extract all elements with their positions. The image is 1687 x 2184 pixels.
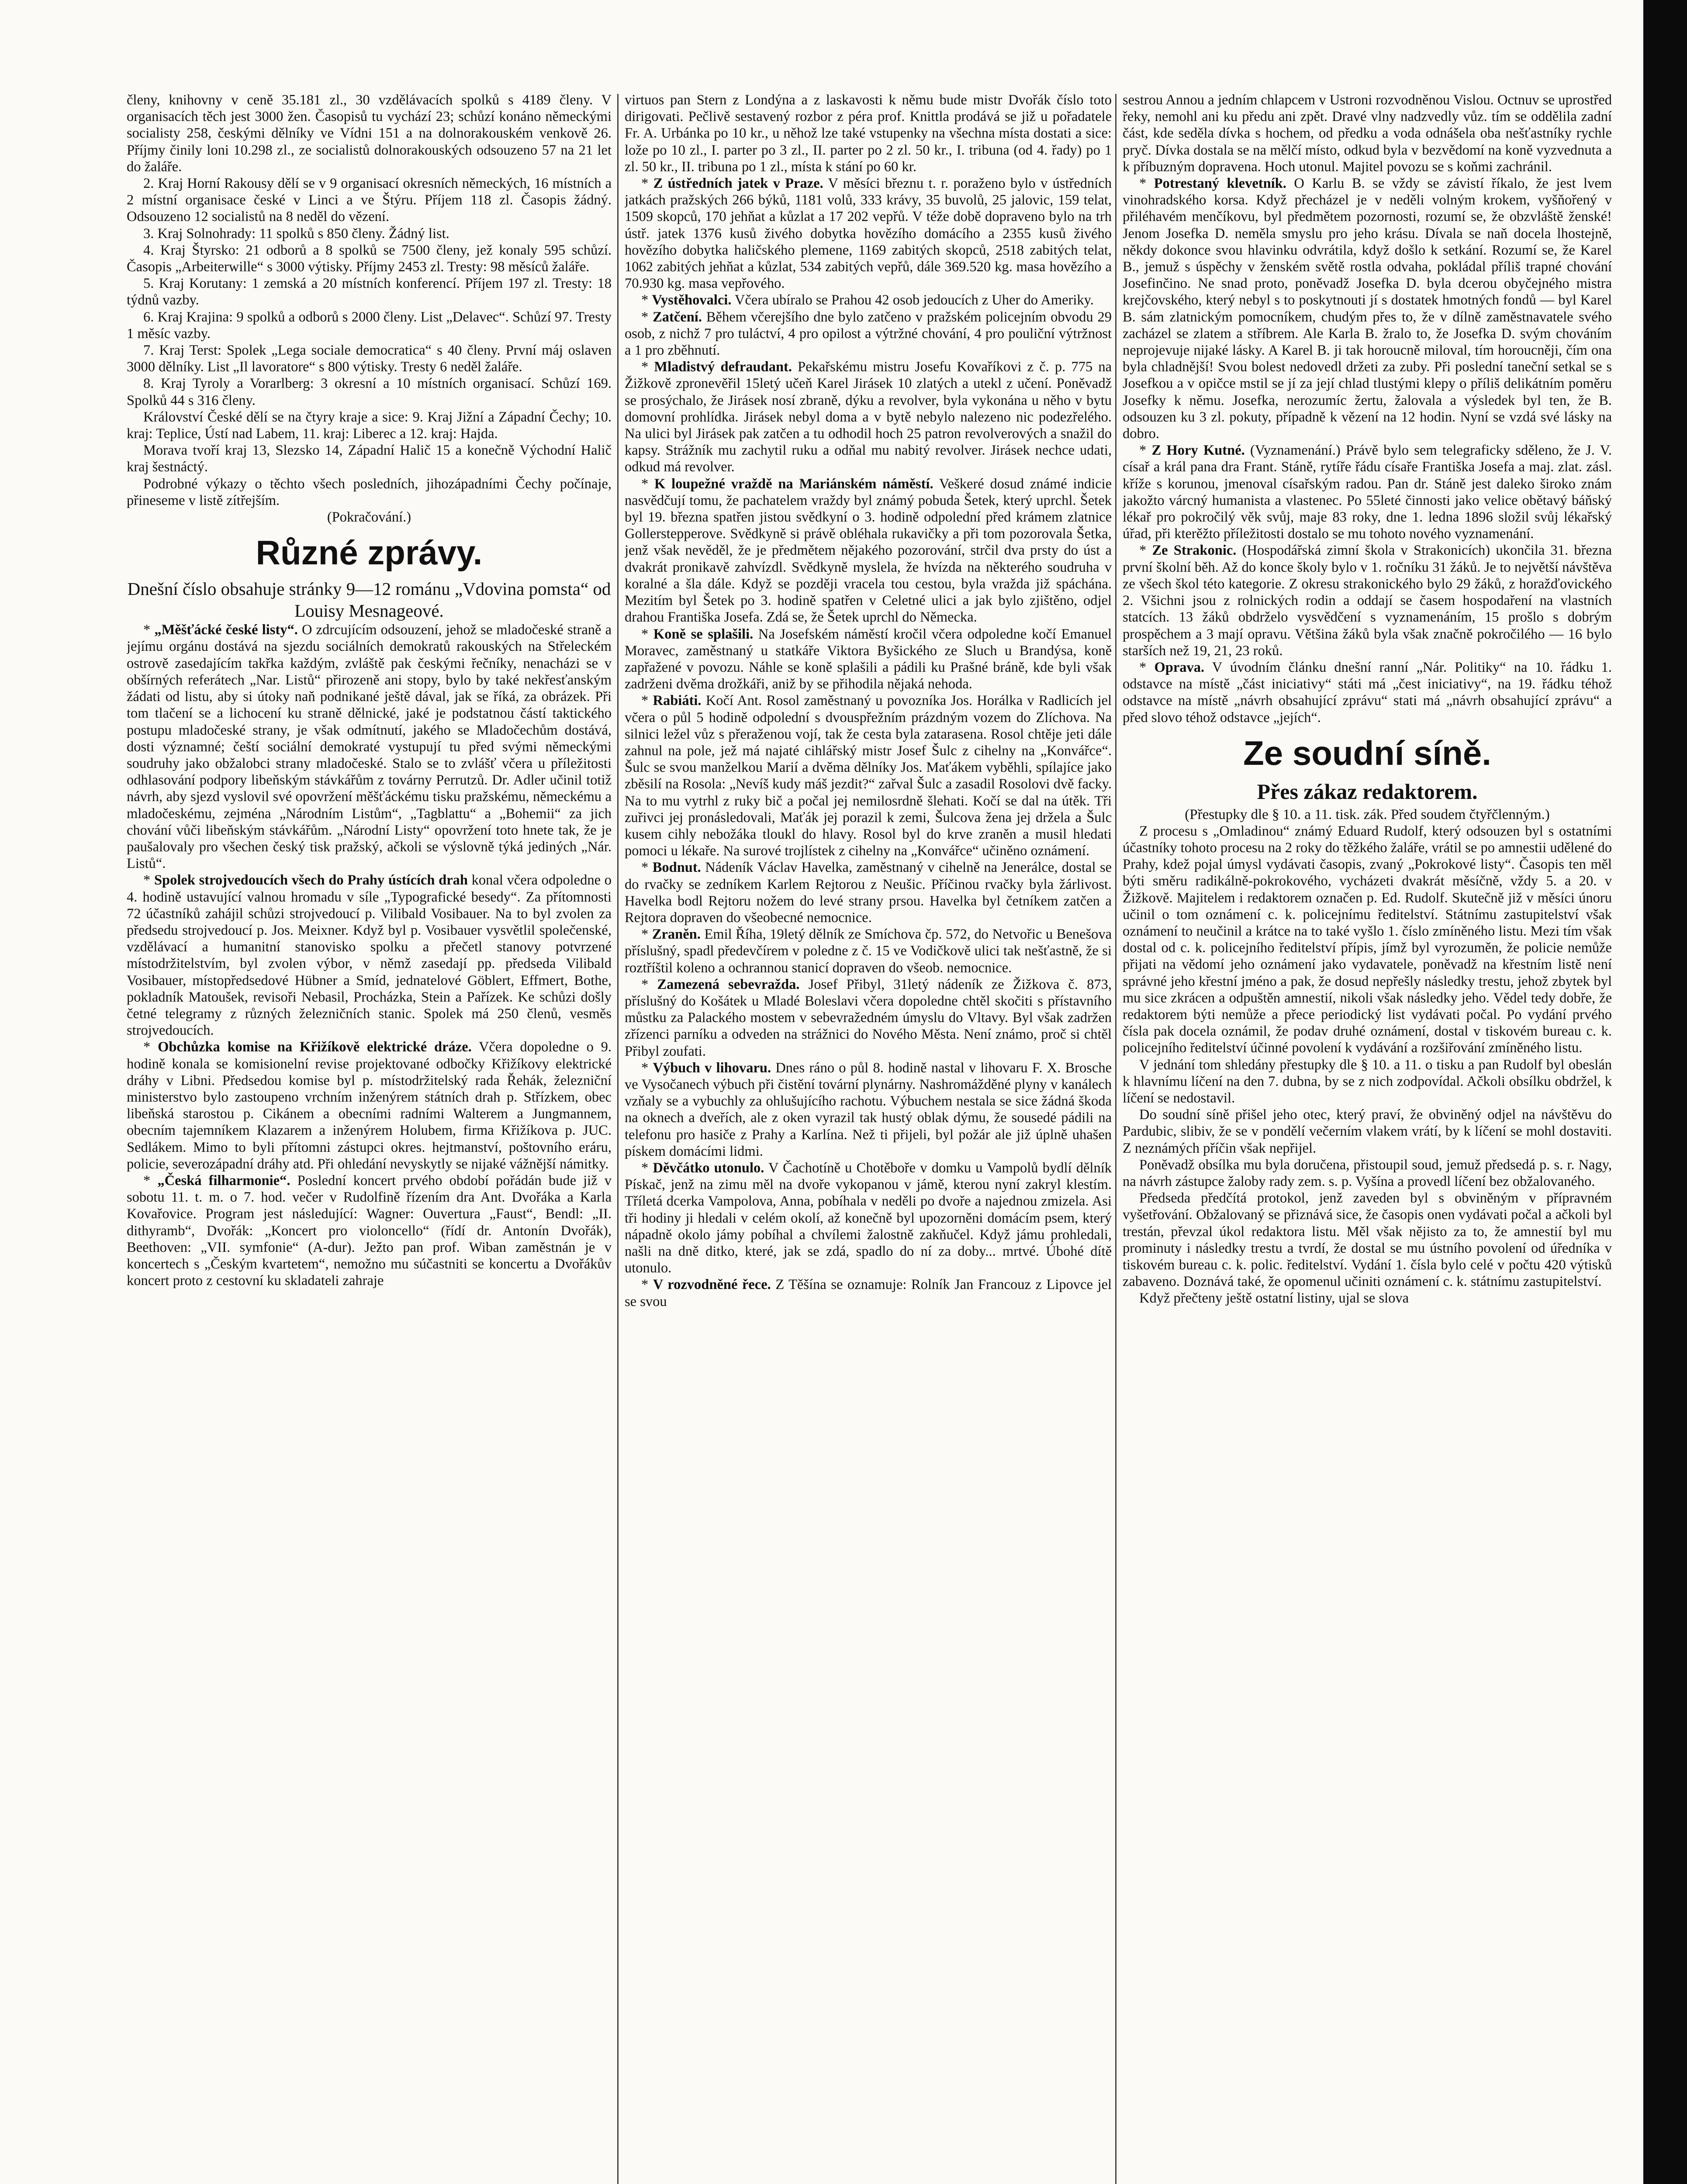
section-title: Různé zprávy. <box>256 533 483 572</box>
news-item-text: (Hospodářská zimní škola v Strakonicích) ukončila 31. března první školní běh. Až do konce školy bylo v 1. ročníku 31 žáků. Je to největší návštěva ze všech škol této kategorie. Z okresu strakonického bylo 29 žáků, z horažďovického 2. Všichni jsou z rolnických rodin a oddají se časem hospodaření na vlastních statcích. 13 žáků obdrželo vysvědčení s vyznamenáním, 15 prošlo s dobrým prospěchem a 3 mají opravu. Většina žáků byla však značně pokročilého — 16 bylo starších než 19, 21, 23 roků. <box>1123 543 1612 659</box>
news-item-title: Z ústředních jatek v Praze. <box>653 176 823 192</box>
news-item: * V rozvodněné řece. Z Těšína se oznamuje: Rolník Jan Francouz z Lipovce jel se svou <box>625 1277 1112 1310</box>
news-item: * K loupežné vraždě na Mariánském náměstí. Veškeré dosud známé indicie nasvědčují tomu, že pachatelem vraždy byl známý pobuda Šetek, který uprchl. Šetek byl 19. března spatřen jistou svědkyní o 3. hodině odpolední před krámem zlatnice Gollerstepperove. Svědkyně si právě obléhala rukavičky a při tom pozorovala Šetka, jenž však nevěděl, že je předmětem nějakého pozorování, strčil dva prsty do úst a dvakrát pronikavě zahvízdl. Svědkyně myslela, že hvízda na některého soudruha v koralné a šla dále. Když se později vracela tou cestou, byla vražda již spáchána. Mezitím byl Šetek po 3. hodině spatřen v Celetné ulici a jak bylo zjištěno, odjel drahou Františka Josefa. Zdá se, že Šetek uprchl do Německa. <box>625 476 1112 625</box>
article-paragraph: 7. Kraj Terst: Spolek „Lega sociale democratica“ s 40 členy. První máj oslaven 3000 dělníky. List „Il lavoratore“ s 800 výtisky. Tresty 6 neděl žaláře. <box>127 342 612 375</box>
news-item: * „Měšťácké české listy“. O zdrcujícím odsouzení, jehož se mladočeské straně a jejímu orgánu dostává na sjezdu sociálních demokratů rakouských na Střeleckém ostrově zasedajícím takřka každým, zvláště pak českými řečníky, nenacházi se v obšírných referátech „Nar. Listů“ přirozeně ani stopy, bylo by také nekřesťanským žádati od listu, aby si útoky naň podnikané ještě dával, jak se říká, za obrázek. Při tom tlačení se a lichocení ku straně dělnické, jaké je podstatnou částí taktického postupu mladočeské strany, je však odmítnutí, jakého se Mladočechům dostává, dosti významné; čeští sociální demokraté vystupují tu před svými německými soudruhy jako obžalobci strany mladočeské. Stalo se to zvlášť včera u příležitosti odhlasování podpory libeňským stávkářům z továrny Perrutzů. Dr. Adler učinil totiž návrh, aby sjezd vyslovil své opovržení měšťáckému tisku pražskému, německému a mladočeskému, zejména „Národním Listům“, „Tagblattu“ a „Bohemii“ za jich chování vůči libeňským stávkářům. „Národní Listy“ opovržení toto hnete tak, že je paušalovaly pro všechen český tisk pražský, ačkoli se výslovně týká jediných „Nár. Listů“. <box>127 622 612 872</box>
continued-note: (Pokračování.) <box>327 509 411 525</box>
news-item: * Vystěhovalci. Včera ubíralo se Prahou 42 osob jedoucích z Uher do Ameriky. <box>641 292 1094 308</box>
news-item-title: Oprava. <box>1154 659 1205 675</box>
article-paragraph: Poněvadž obsílka mu byla doručena, přistoupil soud, jemuž předsedá p. s. r. Nagy, na návrh zástupce žaloby rady zem. s. p. Vyšína a provedl líčení bez obžalovaného. <box>1123 1157 1612 1189</box>
news-item-title: Z Hory Kutné. <box>1151 442 1245 459</box>
news-item: * Oprava. V úvodním článku dnešní ranní „Nár. Politiky“ na 10. řádku 1. odstavce na místě „část iniciativy“ státi má „čest iniciativy“, na 19. řádku téhož odstavce na místě „návrh obsahující zprávu“ stati má „návrh obsahující zprávu“ a před slovo téhož odstavce „jejích“. <box>1123 659 1612 726</box>
news-item-text: Pekařskému mistru Josefu Kovaříkovi z č. p. 775 na Žižkově zpronevěřil 15letý učeň Karel Jirásek 10 zlatých a utekl z učení. Poněvadž se prosýchalo, že Jirásek nosí zbraně, dýku a revolver, byla vykonána u něho v bytu domovní prohlídka. Jirásek nebyl doma a v bytě nebylo nalezeno nic podezřelého. Na ulici byl Jirásek pak zatčen a tu odhodil hoch 25 patron revolverových a snažil do kapsy. Strážník mu zachytil ruku a odňal mu nabitý revolver. Jirásek nechce udati, odkud má revolver. <box>625 359 1112 475</box>
article-paragraph: 3. Kraj Solnohrady: 11 spolků s 850 členy. Žádný list. <box>143 225 449 242</box>
serial-notice: Dnešní číslo obsahuje stránky 9—12 románu „Vdovina pomsta“ od Louisy Mesnageové. <box>127 579 611 621</box>
news-item: * Koně se splašili. Na Josefském náměstí kročil včera odpoledne kočí Emanuel Moravec, zaměstnaný u statkáře Viktora Byšického ze Sluch u Brandýsa, koně zapřažené v povozu. Náhle se koně splašili a pádili ku Prašné bráně, kde byli však zadrženi dvěma drožkáři, aniž by se přihodila nějaká nehoda. <box>625 626 1112 692</box>
news-item-text: Josef Přibyl, 31letý nádeník ze Žižkova č. 873, příslušný do Košátek u Mladé Boleslavi včera dopoledne chtěl skočiti s přístavního můstku za Palackého mostem v sebevražedném úmyslu do Vltavy. Byl však zadržen zřízenci parníku a odveden na strážnici do Nového Města. Není známo, proč si chtěl Přibyl zoufati. <box>625 976 1112 1059</box>
news-item-text: Emil Říha, 19letý dělník ze Smíchova čp. 572, do Netvořic u Benešova příslušný, spadl předevčírem v poledne z č. 15 ve Vodičkově ulici tak nešťastně, že si roztříštil koleno a ochrannou stanicí dopraven do všeob. nemocnice. <box>625 926 1112 976</box>
news-item <box>1123 92 1612 175</box>
article-paragraph: Království České dělí se na čtyry kraje a sice: 9. Kraj Jižní a Západní Čechy; 10. kraj: Teplice, Ústí nad Labem, 11. kraj: Liberec a 12. kraj: Hajda. <box>127 409 612 442</box>
news-item-text: O zdrcujícím odsouzení, jehož se mladočeské straně a jejímu orgánu dostává na sjezdu sociálních demokratů rakouských na Střeleckém ostrově zasedajícím takřka každým, zvláště pak českými řečníky, nenacházi se v obšírných referátech „Nar. Listů“ přirozeně ani stopy, bylo by také nekřesťanským žádati od listu, aby si útoky naň podnikané ještě dával, jak se říká, za obrázek. Při tom tlačení se a lichocení ku straně dělnické, jaké je podstatnou částí taktického postupu mladočeské strany, je však odmítnutí, jakého se Mladočechům dostává, dosti významné; čeští sociální demokraté vystupují tu před svými německými soudruhy jako obžalobci strany mladočeské. Stalo se to zvlášť včera u příležitosti odhlasování podpory libeňským stávkářům z továrny Perrutzů. Dr. Adler učinil totiž návrh, aby sjezd vyslovil své opovržení měšťáckému tisku pražskému, německému a mladočeskému, zejména „Národním Listům“, „Tagblattu“ a „Bohemii“ za jich chování vůči libeňským stávkářům. „Národní Listy“ opovržení toto hnete tak, že je paušalovaly pro všechen český tisk pražský, ačkoli se výslovně týká jediných „Nár. Listů“. <box>127 622 612 872</box>
news-item: * Obchůzka komise na Křižíkově elektrické dráze. Včera dopoledne o 9. hodině konala se komisionelní revise projektované odbočky Křižíkovy elektrické dráhy v Libni. Předsedou komise byl p. místodržitelský rada Řehák, železniční ministerstvo bylo zastoupeno vrchním inženýrem státních drah p. Střízkem, obec libeňská starostou p. Cikánem a obecními radními Walterem a Jungmannem, obecním tajemníkem Klazarem a inženýrem Holubem, firma Křižíkova p. JUC. Sedlákem. Mimo to byli přítomni zástupci okres. hejtmanství, poštovního eráru, policie, severozápadní dráhy atd. Při ohledání nevyskytly se nijaké vážnější námitky. <box>127 1039 612 1172</box>
article-paragraph: Když přečteny ještě ostatní listiny, ujal se slova <box>1139 1290 1409 1306</box>
scan-border <box>1643 0 1687 2184</box>
news-item-text: sestrou Annou a jedním chlapcem v Ustroni rozvodněnou Vislou. Octnuv se uprostřed řeky, nemohl ani ku předu ani zpět. Dravé vlny nadzvedly vůz. tím se oddělila zadní část, kde seděla dívka s hochem, od předku a voda odnášela oba nešťastníky rychle pryč. Dívka dostala se na mělčí místo, odkud byla v bezvědomí na koně vyzvednuta a k příbuzným dopravena. Hoch utonul. Majitel povozu se s koňmi zachránil. <box>1123 92 1612 175</box>
news-item-title: Spolek strojvedoucích všech do Prahy ústících drah <box>154 872 468 888</box>
news-item: * Zamezená sebevražda. Josef Přibyl, 31letý nádeník ze Žižkova č. 873, příslušný do Košátek u Mladé Boleslavi včera dopoledne chtěl skočiti s přístavního můstku za Palackého mostem v sebevražedném úmyslu do Vltavy. Byl však zadržen zřízenci parníku a odveden na strážnici do Nového Města. Není známo, proč si chtěl Přibyl zoufati. <box>625 976 1112 1059</box>
news-item-title: Ze Strakonic. <box>1152 543 1237 559</box>
article-paragraph: 6. Kraj Krajina: 9 spolků a odborů s 2000 členy. List „Delavec“. Schůzí 97. Tresty 1 měsíc vazby. <box>127 309 612 342</box>
news-item-title: Obchůzka komise na Křižíkově elektrické dráze. <box>158 1039 472 1055</box>
news-item-text: O Karlu B. se vždy se závistí říkalo, že jest lvem vinohradského korsa. Když přecházel je v neděli volným krokem, vyšňořený v přiléhavém menčíkovu, byl předmětem pozornosti, rozumí se, že obzvláště ženské! Jenom Josefka D. neměla smyslu pro jeho krásu. Dívala se naň docela lhostejně, někdy dokonce svou hlavinku odvrátila, když došlo k setkání. Rozumí se, že Karel B., jemuž s úspěchy v ženském světě rostla odvaha, pokládal příliš trapné chování Josefinčino. Ne snad proto, poněvadž Josefka D. byla dcerou obyčejného mistra krejčovského, který nebyl s to poskytnouti jí s dostatek hmotných fondů — byl Karel B. sám zlatnickým pomocníkem, chudým přes to, že v dílně zaměstnavatele svého zacházel se zlatem a stříbrem. Ale Karla B. žralo to, že Josefka D. svým chováním neprojevuje nijaké lásky. A Karel B. ji tak horoucně miloval, tím horoucněji, čím ona byla chladnější! Svou bolest nedovedl držeti za zuby. Při poslední taneční setkal se s Josefkou a v opičce mstil se jí za její chlad tlustými klepy o příliš delikátním poměru Josefky k němu. Josefka, nerozumíc žertu, žalovala a výsledek byl ten, že B. odsouzen ku 3 zl. pokuty, případně k vězení na 12 hodin. Nyní se vzdá své lásky na dobro. <box>1123 176 1612 442</box>
news-item-text: Z Těšína se oznamuje: Rolník Jan Francouz z Lipovce jel se svou <box>625 1277 1112 1310</box>
news-item-text: Nádeník Václav Havelka, zaměstnaný v cihelně na Jenerálce, dostal se do rvačky se zedníkem Karlem Rejtorou z Neušic. Příčinou rvačky byla žárlivost. Havelka bodl Rejtoru nožem do levé strany prsou. Havelka byl četníkem zatčen a Rejtora dopraven do všeobecné nemocnice. <box>625 860 1112 926</box>
news-item: * Děvčátko utonulo. V Čachotíně u Chotěboře v domku u Vampolů bydlí dělník Pískač, jenž na zimu měl na dvoře vykopanou v jámě, kterou nyní zakryl klestím. Tříletá dcerka Vampolova, Anna, pobíhala v neděli po dvoře a najednou zmizela. Asi tři hodiny ji hledali v celém okolí, až konečně byl upozorněni domácím psem, který nápadně okolo jámy pobíhal a chvílemi žalostně zakňučel. Když jámu prohledali, našli na dně ditko, které, jak se zdá, spadlo do ní za doby... mrtvé. Úbohé dítě utonulo. <box>625 1160 1112 1276</box>
news-item-text: Kočí Ant. Rosol zaměstnaný u povozníka Jos. Horálka v Radlicích jel včera o půl 5 hodině odpolední s dvouspřežním prázdným vozem do Zlíchova. Na silnici ležel vůz s přeraženou vojí, tak že cesta byla zatarasena. Rosol chtěje jeti dále zahnul na pole, jež má najaté cihlářský mistr Josef Šulc z cihelny na „Konvářce“. Šulc se svou manželkou Marií a dvěma dělníky Jos. Maťákem vyběhli, spílajíce jako zběsilí na Rosola: „Nevíš kudy máš jezdit?“ zařval Šulc a zasadil Rosolovi dvě facky. Na to mu vytrhl z ruky bič a počal jej nemilosrdně šlehati. Kočí se dal na útěk. Tři zuřivci jej pronásledovali, Maťák jej porazil k zemi, Šulcova žena jej držela a Šulc kusem cihly nebožáka tloukl do hlavy. Rosol byl do krve zraněn a musil hledati pomoci u lékaře. Na surové trojlístek z cihelny na „Konvářce“ učiněno oznámení. <box>625 693 1112 859</box>
news-item-title: Zamezená sebevražda. <box>657 976 800 992</box>
column-1 <box>127 92 612 2184</box>
article-paragraph: členy, knihovny v ceně 35.181 zl., 30 vzdělávacích spolků s 4189 členy. V organisacích těch jest 3000 žen. Časopisů tu vychází 23; schůzí konáno německými socialisty 258, českými dělníky ve Vídni 151 a na dolnorakouském venkově 26. Příjmy činily loni 10.298 zl., ze socialistů dolnorakouských odsouzeno 57 na 21 let do žaláře. <box>127 92 612 175</box>
news-item-text: virtuos pan Stern z Londýna a z laskavosti k němu bude mistr Dvořák číslo toto dirigovati. Pečlivě sestavený rozbor z péra prof. Knittla prodává se již u pořadatele Fr. A. Urbánka po 10 kr., u něhož lze také vstupenky na všechna místa dostati a sice: lože po 10 zl., I. parter po 3 zl., II. parter po 2 zl. 50 kr., I. tribuna (od 4. řady) po 1 zl. 50 kr., II. tribuna po 1 zl., místa k stání po 60 kr. <box>625 92 1112 175</box>
news-item: * Spolek strojvedoucích všech do Prahy ústících drah konal včera odpoledne o 4. hodině ustavující valnou hromadu v síle „Typografické besedy“. Za přítomnosti 72 účastníků zahájil schůzi strojvedoucí p. Vilibald Vosibauer. Na to byl zvolen za předsedu strojvedoucí p. Jos. Meixner. Když byl p. Vosibauer vysvětlil společenské, vzdělávací a humanitní stanovisko spolku a přečetl stanovy potvrzené místodržitelstvím, byl zvolen výbor, v němž zasedají pp. předseda Vilibald Vosibauer, místopředsedové Hübner a Smíd, jednatelové Göblert, Effmert, Bothe, pokladník Matoušek, revisoři Nebasil, Procházka, Stein a Pařízek. Ke schůzi došly četné telegramy z různých železničních stanic. Spolek má 250 členů, vesměs strojvedoucích. <box>127 872 612 1039</box>
article-paragraph: Podrobné výkazy o těchto všech posledních, jihozápadními Čechy počínaje, přineseme v listě zítřejším. <box>127 476 612 508</box>
section-title: Ze soudní síně. <box>1243 733 1491 772</box>
news-item-title: „Měšťácké české listy“. <box>154 622 298 638</box>
news-item-text: Poslední koncert prvého období pořádán bude již v sobotu 11. t. m. o 7. hod. večer v Rudolfině řízením dra Ant. Dvořáka a Karla Kovařovice. Program jest následující: Wagner: Ouvertura „Faust“, Bendl: „II. dithyramb“, Dvořák: „Koncert pro violoncello“ (řídí dr. Antonín Dvořák), Beethoven: „VII. symfonie“ (A-dur). Ježto pan prof. Wiban zaměstnán je v koncertech s „Českým kvartetem“, nemožno mu súčastniti se koncertu a Dvořákův koncert proto z cestovní ku skladateli zahraje <box>127 1172 612 1289</box>
news-item: * Ze Strakonic. (Hospodářská zimní škola v Strakonicích) ukončila 31. března první školní běh. Až do konce školy bylo v 1. ročníku 31 žáků. Je to největší návštěva ze všech škol této kategorie. Z okresu strakonického bylo 29 žáků, z horažďovického 2. Všichni jsou z rolnických rodin a oddají se časem hospodaření na vlastních statcích. 13 žáků obdrželo vysvědčení s vyznamenáním, 15 prošlo s dobrým prospěchem a 3 mají opravu. Většina žáků byla však značně pokročilého — 16 bylo starších než 19, 21, 23 roků. <box>1123 543 1612 659</box>
article-paragraph: Z procesu s „Omladinou“ známý Eduard Rudolf, který odsouzen byl s ostatními účastníky tohoto procesu na 2 roky do těžkého žaláře, vrátil se po amnestii udělené do Prahy, kdež pojal úmysl vydávati časopis, zvaný „Pokrokové listy“. Časopis ten měl býti směru radikálně-pokrokového, vycházeti dvakrát měsíčně, vždy 5. a 20. v Žižkově. Majitelem i redaktorem označen p. Ed. Rudolf. Skutečně již v měsíci únoru učinil o tom oznámení c. k. policejnímu ředitelství. Státnímu zastupitelství však oznámení to neučinil a krátce na to také vyšlo 1. číslo zmíněného listu. Mezi tím však dostal od c. k. policejního ředitelství přípis, jímž byl vyrozuměn, že policie nemůže přijati na vědomí jeho oznámení jako vydavatele, poněvadž na křestním listě není správné jeho křestní jméno a pak, že dosud nepřešly následky trestu, jehož zbytek byl mu sice zkrácen a odpuštěn amnestií, nikoli však následky jeho. Vědel tedy dobře, že redaktorem býti nemůže a přece periodický list vydávati počal. Po vydání prvého čísla pak docela oznámil, že podav druhé oznámení, dostal v tiskovém bureau c. k. policejního ředitelství účinné povolení k vydávání a rozšiřování zmíněného listu. <box>1123 823 1612 1056</box>
news-item-title: Rabiáti. <box>653 693 702 709</box>
news-item-text: V úvodním článku dnešní ranní „Nár. Politiky“ na 10. řádku 1. odstavce na místě „část iniciativy“ státi má „čest iniciativy“, na 19. řádku téhož odstavce na místě „návrh obsahující zprávu“ stati má „návrh obsahující zprávu“ a před slovo téhož odstavce „jejích“. <box>1123 659 1612 726</box>
news-item: * Mladistvý defraudant. Pekařskému mistru Josefu Kovaříkovi z č. p. 775 na Žižkově zpronevěřil 15letý učeň Karel Jirásek 10 zlatých a utekl z učení. Poněvadž se prosýchalo, že Jirásek nosí zbraně, dýku a revolver, byla vykonána u něho v bytu domovní prohlídka. Jirásek nebyl doma a v bytě nebylo nalezeno nic podezřelého. Na ulici byl Jirásek pak zatčen a tu odhodil hoch 25 patron revolverových a snažil do kapsy. Strážník mu zachytil ruku a odňal mu nabitý revolver. Jirásek nechce udati, odkud má revolver. <box>625 359 1112 475</box>
article-paragraph: V jednání tom shledány přestupky dle § 10. a 11. o tisku a pan Rudolf byl obeslán k hlavnímu líčení na den 7. dubna, by se z nich zodpovídal. Ačkoli obsílku obdržel, k líčení se nedostavil. <box>1123 1057 1612 1106</box>
news-item <box>625 92 1112 175</box>
news-item-title: Děvčátko utonulo. <box>653 1160 764 1176</box>
column-divider <box>1115 94 1117 2184</box>
article-paragraph: 2. Kraj Horní Rakousy dělí se v 9 organisací okresních německých, 16 místních a 2 místní organisace české v Linci a ve Štýru. Příjem 118 zl. Časopis žádný. Odsouzeno 12 socialistů na 8 neděl do vězení. <box>127 176 612 225</box>
article-paragraph: 4. Kraj Štyrsko: 21 odborů a 8 spolků se 7500 členy, jež konaly 595 schůzí. Časopis „Arbeiterwille“ s 3000 výtisky. Příjmy 2453 zl. Tresty: 98 měsíců žaláře. <box>127 242 612 275</box>
column-2 <box>625 92 1112 2184</box>
news-item-title: Koně se splašili. <box>653 626 754 642</box>
article-paragraph: 8. Kraj Tyroly a Vorarlberg: 3 okresní a 10 místních organisací. Schůzí 169. Spolků 44 s 316 členy. <box>127 376 612 408</box>
news-item-title: V rozvodněné řece. <box>653 1277 771 1293</box>
news-item: * Rabiáti. Kočí Ant. Rosol zaměstnaný u povozníka Jos. Horálka v Radlicích jel včera o půl 5 hodině odpolední s dvouspřežním prázdným vozem do Zlíchova. Na silnici ležel vůz s přeraženou vojí, tak že cesta byla zatarasena. Rosol chtěje jeti dále zahnul na pole, jež má najaté cihlářský mistr Josef Šulc z cihelny na „Konvářce“. Šulc se svou manželkou Marií a dvěma dělníky Jos. Maťákem vyběhli, spílajíce jako zběsilí na Rosola: „Nevíš kudy máš jezdit?“ zařval Šulc a zasadil Rosolovi dvě facky. Na to mu vytrhl z ruky bič a počal jej nemilosrdně šlehati. Kočí se dal na útěk. Tři zuřivci jej pronásledovali, Maťák jej porazil k zemi, Šulcova žena jej držela a Šulc kusem cihly nebožáka tloukl do hlavy. Rosol byl do krve zraněn a musil hledati pomoci u lékaře. Na surové trojlístek z cihelny na „Konvářce“ učiněno oznámení. <box>625 693 1112 859</box>
news-item-text: konal včera odpoledne o 4. hodině ustavující valnou hromadu v síle „Typografické besedy“. Za přítomnosti 72 účastníků zahájil schůzi strojvedoucí p. Vilibald Vosibauer. Na to byl zvolen za předsedu strojvedoucí p. Jos. Meixner. Když byl p. Vosibauer vysvětlil společenské, vzdělávací a humanitní stanovisko spolku a přečetl stanovy potvrzené místodržitelstvím, byl zvolen výbor, v němž zasedají pp. předseda Vilibald Vosibauer, místopředsedové Hübner a Smíd, jednatelové Göblert, Effmert, Bothe, pokladník Matoušek, revisoři Nebasil, Procházka, Stein a Pařízek. Ke schůzi došly četné telegramy z různých železničních stanic. Spolek má 250 členů, vesměs strojvedoucích. <box>127 872 612 1039</box>
news-item-title: K loupežné vraždě na Mariánském náměstí. <box>654 476 933 492</box>
news-item-text: Dnes ráno o půl 8. hodině nastal v lihovaru F. X. Brosche ve Vysočanech výbuch při čistění tovární plynárny. Nashromážděné plyny v kanálech vzňaly se a vybuchly za ohlušujícího rachotu. Výbuchem nestala se sice žádná škoda na oknech a dveřích, ale z oken vyrazil tak hustý oblak dýmu, že sousedé pádili na telefonu pro hasiče z Prahy a Karlína. Než ti přijeli, byl požár ale již úplně uhašen pískem domácími lidmi. <box>625 1060 1112 1159</box>
subsection-title: Přes zákaz redaktorem. <box>1257 779 1478 804</box>
news-item: * Bodnut. Nádeník Václav Havelka, zaměstnaný v cihelně na Jenerálce, dostal se do rvačky se zedníkem Karlem Rejtorou z Neušic. Příčinou rvačky byla žárlivost. Havelka bodl Rejtoru nožem do levé strany prsou. Havelka byl četníkem zatčen a Rejtora dopraven do všeobecné nemocnice. <box>625 860 1112 926</box>
news-item: * „Česká filharmonie“. Poslední koncert prvého období pořádán bude již v sobotu 11. t. m. o 7. hod. večer v Rudolfině řízením dra Ant. Dvořáka a Karla Kovařovice. Program jest následující: Wagner: Ouvertura „Faust“, Bendl: „II. dithyramb“, Dvořák: „Koncert pro violoncello“ (řídí dr. Antonín Dvořák), Beethoven: „VII. symfonie“ (A-dur). Ježto pan prof. Wiban zaměstnán je v koncertech s „Českým kvartetem“, nemožno mu súčastniti se koncertu a Dvořákův koncert proto z cestovní ku skladateli zahraje <box>127 1172 612 1289</box>
news-item-text: Včera ubíralo se Prahou 42 osob jedoucích z Uher do Ameriky. <box>735 292 1094 308</box>
news-item-title: Výbuch v lihovaru. <box>653 1060 771 1076</box>
news-item-text: Na Josefském náměstí kročil včera odpoledne kočí Emanuel Moravec, zaměstnaný u statkáře Viktora Byšického ze Sluch u Brandýsa, koně zapřažené v povozu. Náhle se koně splašili a pádili ku Prašné bráně, kde byli však zadrženi dvěma drožkáři, aniž by se přihodila nějaká nehoda. <box>625 626 1112 692</box>
news-item-title: Zatčení. <box>653 309 702 325</box>
news-item: * Z Hory Kutné. (Vyznamenání.) Právě bylo sem telegraficky sděleno, že J. V. císař a král pana dra Frant. Stáně, rytíře řádu císaře Františka Josefa a maj. zlat. zásl. kříže s korunou, jmenoval císařským radou. Pan dr. Stáně jest daleko široko znám jakožto várcný humanista a vlastenec. Po 55leté činnosti jako velice obětavý báňský lékař pro pokročilý věk svůj, maje 83 roky, dne 1. ledna 1896 složil svůj lékařský úřad, při kterěžto příležitosti dostalo se mu tohoto nového vyznamenání. <box>1123 442 1612 542</box>
news-item: * Zatčení. Během včerejšího dne bylo zatčeno v pražském policejním obvodu 29 osob, z nichž 7 pro tuláctví, 4 pro opilost a výtržné chování, 4 pro pouliční výtržnost a 1 pro zběhnutí. <box>625 309 1112 359</box>
news-item: * Z ústředních jatek v Praze. V měsíci březnu t. r. poraženo bylo v ústředních jatkách pražských 266 býků, 1181 volů, 333 krávy, 35 buvolů, 25 jalovic, 159 telat, 1509 skopců, 170 jehňat a kůzlat a 17 202 vepřů. V téže době dopraveno bylo na trh ústř. jatek 1376 kusů živého dobytka hovězího domácího a 2355 kusů živého hovězího dobytka haličského plemene, 1169 zabitých skopců, 2518 zabitých telat, 1062 zabitých jehňat a kůzlat, 534 zabitých vepřů, dále 369.520 kg. masa hovězího a 70.930 kg. masa vepřového. <box>625 176 1112 292</box>
news-item-title: Bodnut. <box>652 860 701 876</box>
article-paragraph: Předseda předčítá protokol, jenž zaveden byl s obviněným v přípravném vyšetřování. Obžalovaný se přiznává sice, že časopis onen vydávati počal a ačkoli byl trestán, převzal úkol redaktora listu. Měl však nějisto za to, že amnestií byl mu prominuty i následky trestu a tvrdí, že dostal se mu ústního povolení od úředníka v tiskovém bureau c. k. polic. ředitelství. Vydání 1. čísla bylo celé v počtu 420 výtisků zabaveno. Doznává také, že opomenul učiniti oznámení c. k. státnímu zastupitelství. <box>1123 1190 1612 1290</box>
news-item-title: Zraněn. <box>652 926 701 943</box>
column-divider <box>617 94 619 2184</box>
subsection-caption: (Přestupky dle § 10. a 11. tisk. zák. Před soudem čtyřčlenným.) <box>1185 806 1550 822</box>
article-paragraph: Do soudní síně přišel jeho otec, který praví, že obviněný odjel na návštěvu do Pardubic, slibiv, že se v pondělí večerním vlakem vrátí, by k líčení se mohl dostaviti. Z neznámých příčin však nepřijel. <box>1123 1107 1612 1156</box>
news-item-text: Během včerejšího dne bylo zatčeno v pražském policejním obvodu 29 osob, z nichž 7 pro tuláctví, 4 pro opilost a výtržné chování, 4 pro pouliční výtržnost a 1 pro zběhnutí. <box>625 309 1112 359</box>
news-item-text: (Vyznamenání.) Právě bylo sem telegraficky sděleno, že J. V. císař a král pana dra Frant. Stáně, rytíře řádu císaře Františka Josefa a maj. zlat. zásl. kříže s korunou, jmenoval císařským radou. Pan dr. Stáně jest daleko široko znám jakožto várcný humanista a vlastenec. Po 55leté činnosti jako velice obětavý báňský lékař pro pokročilý věk svůj, maje 83 roky, dne 1. ledna 1896 složil svůj lékařský úřad, při kterěžto příležitosti dostalo se mu tohoto nového vyznamenání. <box>1123 442 1612 542</box>
news-item-title: Potrestaný klevetník. <box>1154 176 1286 192</box>
news-item-title: Mladistvý defraudant. <box>654 359 792 375</box>
news-item-text: Včera dopoledne o 9. hodině konala se komisionelní revise projektované odbočky Křižíkovy elektrické dráhy v Libni. Předsedou komise byl p. místodržitelský rada Řehák, železniční ministerstvo bylo zastoupeno vrchním inženýrem státních drah p. Střízkem, obec libeňská starostou p. Cikánem a obecními radními Walterem a Jungmannem, obecním tajemníkem Klazarem a inženýrem Holubem, firma Křižíkova p. JUC. Sedlákem. Mimo to byli přítomni zástupci okres. hejtmanství, poštovního eráru, policie, severozápadní dráhy atd. Při ohledání nevyskytly se nijaké vážnější námitky. <box>127 1039 612 1172</box>
article-paragraph: 5. Kraj Korutany: 1 zemská a 20 místních konferencí. Příjem 197 zl. Tresty: 18 týdnů vazby. <box>127 276 612 308</box>
news-item: * Výbuch v lihovaru. Dnes ráno o půl 8. hodině nastal v lihovaru F. X. Brosche ve Vysočanech výbuch při čistění tovární plynárny. Nashromážděné plyny v kanálech vzňaly se a vybuchly za ohlušujícího rachotu. Výbuchem nestala se sice žádná škoda na oknech a dveřích, ale z oken vyrazil tak hustý oblak dýmu, že sousedé pádili na telefonu pro hasiče z Prahy a Karlína. Než ti přijeli, byl požár ale již úplně uhašen pískem domácími lidmi. <box>625 1060 1112 1159</box>
news-item: * Potrestaný klevetník. O Karlu B. se vždy se závistí říkalo, že jest lvem vinohradského korsa. Když přecházel je v neděli volným krokem, vyšňořený v přiléhavém menčíkovu, byl předmětem pozornosti, rozumí se, že obzvláště ženské! Jenom Josefka D. neměla smyslu pro jeho krásu. Dívala se naň docela lhostejně, někdy dokonce svou hlavinku odvrátila, když došlo k setkání. Rozumí se, že Karel B., jemuž s úspěchy v ženském světě rostla odvaha, pokládal příliš trapné chování Josefinčino. Ne snad proto, poněvadž Josefka D. byla dcerou obyčejného mistra krejčovského, který nebyl s to poskytnouti jí s dostatek hmotných fondů — byl Karel B. sám zlatnickým pomocníkem, chudým přes to, že v dílně zaměstnavatele svého zacházel se zlatem a stříbrem. Ale Karla B. žralo to, že Josefka D. svým chováním neprojevuje nijaké lásky. A Karel B. ji tak horoucně miloval, tím horoucněji, čím ona byla chladnější! Svou bolest nedovedl držeti za zuby. Při poslední taneční setkal se s Josefkou a v opičce mstil se jí za její chlad tlustými klepy o příliš delikátním poměru Josefky k němu. Josefka, nerozumíc žertu, žalovala a výsledek byl ten, že B. odsouzen ku 3 zl. pokuty, případně k vězení na 12 hodin. Nyní se vzdá své lásky na dobro. <box>1123 176 1612 442</box>
news-item: * Zraněn. Emil Říha, 19letý dělník ze Smíchova čp. 572, do Netvořic u Benešova příslušný, spadl předevčírem v poledne z č. 15 ve Vodičkově ulici tak nešťastně, že si roztříštil koleno a ochrannou stanicí dopraven do všeob. nemocnice. <box>625 926 1112 976</box>
news-item-title: Vystěhovalci. <box>652 292 732 308</box>
news-item-text: V měsíci březnu t. r. poraženo bylo v ústředních jatkách pražských 266 býků, 1181 volů, 333 krávy, 35 buvolů, 25 jalovic, 159 telat, 1509 skopců, 170 jehňat a kůzlat a 17 202 vepřů. V téže době dopraveno bylo na trh ústř. jatek 1376 kusů živého dobytka hovězího domácího a 2355 kusů živého hovězího dobytka haličského plemene, 1169 zabitých skopců, 2518 zabitých telat, 1062 zabitých jehňat a kůzlat, 534 zabitých vepřů, dále 369.520 kg. masa hovězího a 70.930 kg. masa vepřového. <box>625 176 1112 292</box>
news-item-title: „Česká filharmonie“. <box>157 1172 290 1189</box>
column-3 <box>1123 92 1612 2184</box>
article-paragraph: Morava tvoří kraj 13, Slezsko 14, Západní Halič 15 a konečně Východní Halič kraj šestnáctý. <box>127 442 612 475</box>
news-item-text: Veškeré dosud známé indicie nasvědčují tomu, že pachatelem vraždy byl známý pobuda Šetek, který uprchl. Šetek byl 19. března spatřen jistou svědkyní o 3. hodině odpolední před krámem zlatnice Gollerstepperove. Svědkyně si právě obléhala rukavičky a při tom pozorovala Šetka, jenž však nevěděl, že je předmětem nějakého pozorování, strčil dva prsty do úst a dvakrát pronikavě zahvízdl. Svědkyně myslela, že hvízda na některého soudruha v koralné a šla dále. Když se později vracela tou cestou, byla vražda již spáchána. Mezitím byl Šetek po 3. hodině spatřen v Celetné ulici a jak bylo zjištěno, odjel drahou Františka Josefa. Zdá se, že Šetek uprchl do Německa. <box>625 476 1112 625</box>
news-item-text: V Čachotíně u Chotěboře v domku u Vampolů bydlí dělník Pískač, jenž na zimu měl na dvoře vykopanou v jámě, kterou nyní zakryl klestím. Tříletá dcerka Vampolova, Anna, pobíhala v neděli po dvoře a najednou zmizela. Asi tři hodiny ji hledali v celém okolí, až konečně byl upozorněni domácím psem, který nápadně okolo jámy pobíhal a chvílemi žalostně zakňučel. Když jámu prohledali, našli na dně ditko, které, jak se zdá, spadlo do ní za doby... mrtvé. Úbohé dítě utonulo. <box>625 1160 1112 1276</box>
